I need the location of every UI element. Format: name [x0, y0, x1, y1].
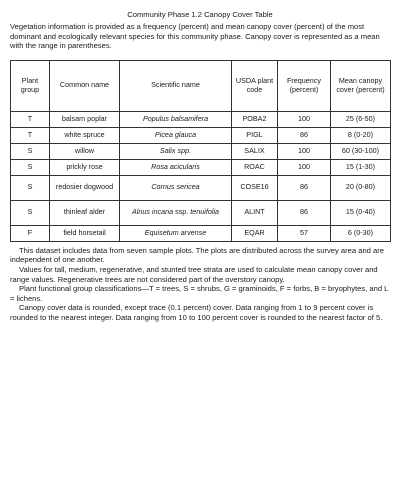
- table-row: [11, 111, 391, 127]
- cell-scientific-name: [120, 200, 232, 225]
- cell-usda-code: COSE16: [232, 175, 278, 200]
- cell-frequency: 100: [278, 159, 331, 175]
- scientific-name-text: Equisetum arvense: [144, 227, 207, 237]
- cell-scientific-name: [120, 143, 232, 159]
- table-notes: [10, 246, 390, 323]
- table-header-row: [11, 60, 391, 111]
- cell-scientific-name: [120, 127, 232, 143]
- scientific-name-text: Picea glauca: [154, 129, 197, 139]
- cell-frequency: 86: [278, 200, 331, 225]
- header-common-name: Common name: [50, 60, 120, 111]
- cell-scientific-name: [120, 225, 232, 241]
- cell-plant-group: S: [11, 200, 50, 225]
- subspecies-name: tenuifolia: [190, 207, 220, 217]
- cell-canopy-cover: 8 (0-20): [331, 127, 391, 143]
- cell-common-name: thinleaf alder: [50, 200, 120, 225]
- cell-canopy-cover: 60 (30-100): [331, 143, 391, 159]
- table-row: [11, 225, 391, 241]
- cell-scientific-name: [120, 175, 232, 200]
- header-usda-code: USDA plant code: [232, 60, 278, 111]
- cell-common-name: redosier dogwood: [50, 175, 120, 200]
- cell-scientific-name: [120, 159, 232, 175]
- scientific-name-text: Alnus incana: [131, 207, 174, 217]
- cell-scientific-name: [120, 111, 232, 127]
- canopy-cover-table: [10, 60, 391, 242]
- cell-frequency: 86: [278, 127, 331, 143]
- cell-common-name: white spruce: [50, 127, 120, 143]
- subspecies-abbrev: ssp.: [175, 207, 189, 217]
- cell-usda-code: SALIX: [232, 143, 278, 159]
- table-row: [11, 143, 391, 159]
- cell-usda-code: ALINT: [232, 200, 278, 225]
- header-plant-group: Plant group: [11, 60, 50, 111]
- document-page: [10, 10, 390, 323]
- cell-plant-group: S: [11, 175, 50, 200]
- cell-canopy-cover: 6 (0-30): [331, 225, 391, 241]
- header-scientific-name: Scientific name: [120, 60, 232, 111]
- note-paragraph: Canopy cover data is rounded, except trace (0.1 percent) cover. Data ranging from 1 to 9 percent cover is rounded to the nearest integer. Data ranging from 10 to 100 percent cover is rounded to the nearest factor of 5.: [10, 303, 383, 322]
- table-row: [11, 159, 391, 175]
- cell-canopy-cover: 25 (6-50): [331, 111, 391, 127]
- header-canopy-cover: Mean canopy cover (percent): [331, 60, 391, 111]
- scientific-name-text: Rosa acicularis: [151, 161, 200, 171]
- cell-plant-group: S: [11, 143, 50, 159]
- cell-plant-group: S: [11, 159, 50, 175]
- cell-canopy-cover: 15 (1-30): [331, 159, 391, 175]
- note-paragraph: Values for tall, medium, regenerative, and stunted tree strata are used to calculate mean canopy cover and range values. Regenerative trees are not considered part of the overstory canopy.: [10, 264, 378, 284]
- cell-plant-group: F: [11, 225, 50, 241]
- scientific-name-text: Cornus sericea: [151, 182, 200, 192]
- scientific-name-text: Salix spp.: [159, 145, 192, 155]
- table-row: [11, 200, 391, 225]
- note-paragraph: Plant functional group classifications—T = trees, S = shrubs, G = graminoids, F = forbs, B = bryophytes, and L = lichens.: [10, 284, 389, 303]
- cell-frequency: 57: [278, 225, 331, 241]
- cell-common-name: balsam poplar: [50, 111, 120, 127]
- document-title: Community Phase 1.2 Canopy Cover Table: [127, 10, 273, 19]
- cell-plant-group: T: [11, 111, 50, 127]
- cell-frequency: 86: [278, 175, 331, 200]
- cell-canopy-cover: 20 (0-80): [331, 175, 391, 200]
- cell-common-name: willow: [50, 143, 120, 159]
- note-paragraph: This dataset includes data from seven sample plots. The plots are distributed across the survey area and are independent of one another.: [10, 245, 384, 265]
- intro-paragraph: Vegetation information is provided as a frequency (percent) and mean canopy cover (percent) of the most dominant and ecologically relevant species for this community phase. Canopy cover is represented as a mean with the range in parentheses.: [10, 22, 380, 51]
- cell-plant-group: T: [11, 127, 50, 143]
- header-frequency: Frequency (percent): [278, 60, 331, 111]
- scientific-name-text: Populus balsamifera: [142, 113, 209, 123]
- cell-frequency: 100: [278, 143, 331, 159]
- cell-usda-code: ROAC: [232, 159, 278, 175]
- cell-usda-code: POBA2: [232, 111, 278, 127]
- cell-canopy-cover: 15 (0-40): [331, 200, 391, 225]
- cell-common-name: prickly rose: [50, 159, 120, 175]
- table-row: [11, 175, 391, 200]
- cell-usda-code: PIGL: [232, 127, 278, 143]
- cell-usda-code: EQAR: [232, 225, 278, 241]
- table-row: [11, 127, 391, 143]
- cell-common-name: field horsetail: [50, 225, 120, 241]
- cell-frequency: 100: [278, 111, 331, 127]
